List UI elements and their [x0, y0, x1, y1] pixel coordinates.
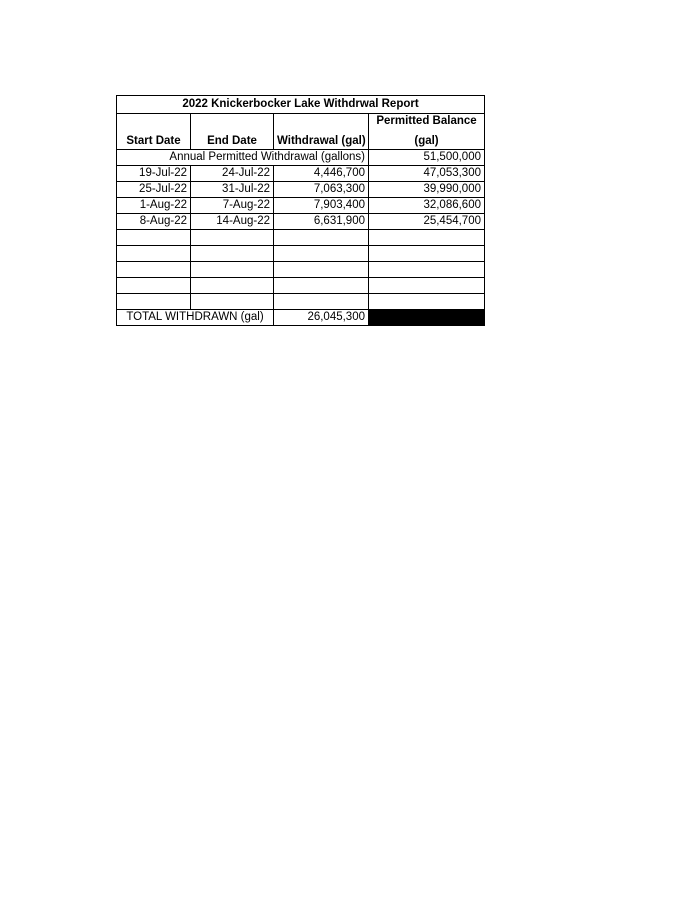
empty-cell: [274, 278, 369, 294]
empty-cell: [117, 246, 191, 262]
balance-cell: 39,990,000: [369, 182, 485, 198]
empty-row: [117, 230, 485, 246]
blacked-out-cell: [369, 310, 485, 326]
empty-cell: [191, 230, 274, 246]
end-date-cell: 31-Jul-22: [191, 182, 274, 198]
header-spacer: [117, 114, 191, 131]
empty-row: [117, 294, 485, 310]
start-date-cell: 19-Jul-22: [117, 166, 191, 182]
header-spacer: [191, 114, 274, 131]
empty-row: [117, 262, 485, 278]
empty-cell: [191, 262, 274, 278]
table-row: [117, 182, 485, 198]
end-date-cell: 14-Aug-22: [191, 214, 274, 230]
empty-cell: [369, 246, 485, 262]
start-date-cell: 1-Aug-22: [117, 198, 191, 214]
empty-cell: [369, 262, 485, 278]
empty-cell: [274, 230, 369, 246]
withdrawal-cell: 4,446,700: [274, 166, 369, 182]
start-date-cell: 8-Aug-22: [117, 214, 191, 230]
report-title: 2022 Knickerbocker Lake Withdrwal Report: [117, 96, 485, 114]
title-row: [117, 96, 485, 114]
empty-cell: [191, 278, 274, 294]
table-row: [117, 198, 485, 214]
total-withdrawn-label: TOTAL WITHDRAWN (gal): [117, 310, 274, 326]
empty-cell: [117, 278, 191, 294]
total-withdrawn-value: 26,045,300: [274, 310, 369, 326]
balance-cell: 47,053,300: [369, 166, 485, 182]
total-row: [117, 310, 485, 326]
empty-row: [117, 246, 485, 262]
table-row: [117, 214, 485, 230]
header-spacer: [274, 114, 369, 131]
annual-permitted-value: 51,500,000: [369, 150, 485, 166]
header-row-bottom: [117, 130, 485, 150]
empty-cell: [369, 230, 485, 246]
start-date-cell: 25-Jul-22: [117, 182, 191, 198]
header-start-date: Start Date: [117, 130, 191, 150]
empty-cell: [117, 262, 191, 278]
empty-cell: [274, 246, 369, 262]
empty-cell: [274, 262, 369, 278]
end-date-cell: 7-Aug-22: [191, 198, 274, 214]
end-date-cell: 24-Jul-22: [191, 166, 274, 182]
annual-permitted-label: Annual Permitted Withdrawal (gallons): [117, 150, 369, 166]
withdrawal-cell: 7,063,300: [274, 182, 369, 198]
table-row: [117, 166, 485, 182]
balance-cell: 32,086,600: [369, 198, 485, 214]
empty-cell: [191, 246, 274, 262]
header-balance-line1: Permitted Balance: [369, 114, 485, 131]
annual-row: [117, 150, 485, 166]
header-row-top: [117, 114, 485, 131]
withdrawal-cell: 7,903,400: [274, 198, 369, 214]
empty-cell: [369, 278, 485, 294]
header-withdrawal: Withdrawal (gal): [274, 130, 369, 150]
withdrawal-cell: 6,631,900: [274, 214, 369, 230]
empty-cell: [369, 294, 485, 310]
empty-cell: [117, 294, 191, 310]
empty-cell: [117, 230, 191, 246]
empty-cell: [274, 294, 369, 310]
header-balance-line2: (gal): [369, 130, 485, 150]
header-end-date: End Date: [191, 130, 274, 150]
balance-cell: 25,454,700: [369, 214, 485, 230]
empty-row: [117, 278, 485, 294]
withdrawal-report-table: [116, 95, 485, 326]
empty-cell: [191, 294, 274, 310]
